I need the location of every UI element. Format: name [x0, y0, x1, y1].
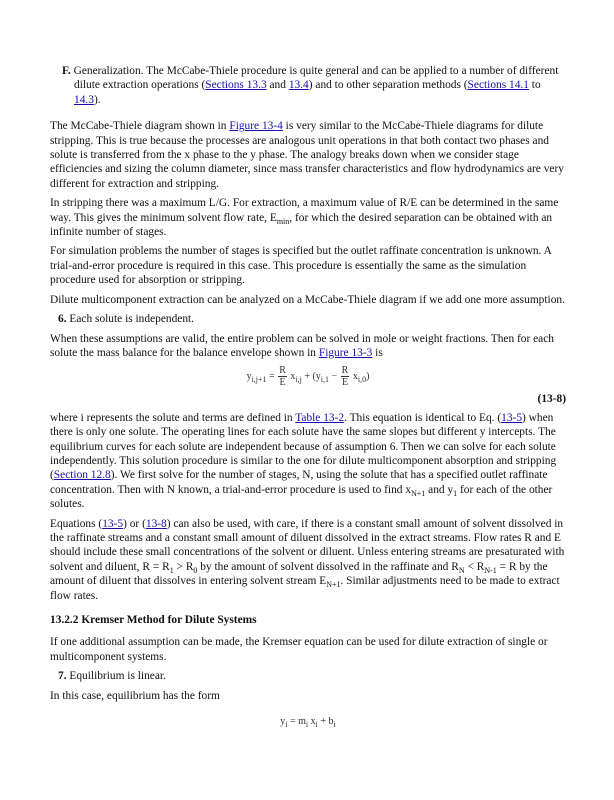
paragraph-multicomponent: Dilute multicomponent extraction can be analyzed on a McCabe-Thiele diagram if we add one more assumption. — [50, 293, 565, 306]
paragraph-equilibrium-form: In this case, equilibrium has the form — [50, 689, 220, 702]
paragraph-simulation: For simulation problems the number of stages is specified but the outlet raffinate concentration is unknown. A trial-and-error procedure is required in this case. This procedure is essentially the same as the simulation procedure used for absorption or stripping. — [50, 245, 552, 287]
link-figure-13-3[interactable]: Figure 13-3 — [318, 346, 373, 359]
paragraph-solute-terms: where i represents the solute and terms are defined in Table 13-2. This equation is identical to Eq. (13-5) when there is only one solute. The operating lines for each solute have the same slopes but different y intercepts. The equilibrium curves for each solute are independent because of assumption 6. Then we can solve for each solute independently. This solution procedure is similar to the one for dilute multicomponent absorption and stripping (Section 12.8). We first solve for the number of stages, N, using the solute that has a specified outlet raffinate concentration. Then with N known, a trial-and-error procedure is used to find $x_{N+1}$ and $y_1$ for each of the other solutes. — [50, 411, 557, 511]
link-section-12-8[interactable]: Section 12.8 — [53, 469, 111, 482]
paragraph-mccabe-diagram: The McCabe-Thiele diagram shown in Figure 13-4 is very similar to the McCabe-Thiele diagrams for dilute stripping. This is true because the processes are analogous unit operations in that both contact two phases and solute is transferred from the x phase to the y phase. The analogy breaks down when we consider stage efficiencies and sizing the column diameter, since mass transfer characteristics and flow hydrodynamics are very different for extraction and stripping. — [50, 120, 564, 190]
list-item-7: 7. Equilibrium is linear. — [58, 670, 166, 683]
equation-13-8: $y_{i,j+1}$ = $\frac{R}{E}$ $x_{i,j} + (y_{i,1}$ − $\frac{R}{E}$ $x_{i,0}$) — [246, 365, 370, 389]
paragraph-mass-balance: When these assumptions are valid, the entire problem can be solved in mole or weight fractions. Then for each solute the mass balance for the balance envelope shown in Figure 13-3 is — [50, 332, 554, 359]
list-label: 6. — [58, 313, 67, 326]
link-eq-13-5[interactable]: 13-5 — [501, 411, 523, 424]
list-item-6: 6. Each solute is independent. — [58, 313, 195, 326]
list-item-f: F. Generalization. The McCabe-Thiele procedure is quite general and can be applied to a number of different dilute extraction operations (Sections 13.3 and 13.4) and to other separation methods (Sections 14.1 to 14.3). — [62, 65, 559, 106]
document-page — [50, 64, 566, 729]
equation-number: (13-8) — [537, 393, 566, 406]
list-label: 7. — [58, 670, 67, 683]
link-section-13-4[interactable]: 13.4 — [288, 79, 309, 92]
link-eq-13-5-b[interactable]: 13-5 — [102, 517, 124, 530]
paragraph-max-ratio: In stripping there was a maximum L/G. For extraction, a maximum value of R/E can be determined in the same way. This gives the minimum solvent flow rate, $E_{min}$, for which the desired separation can be obtained with an infinite number of stages. — [50, 197, 559, 239]
paragraph-kremser: If one additional assumption can be made, the Kremser equation can be used for dilute extraction of single or multicomponent systems. — [50, 636, 548, 663]
link-section-14-3[interactable]: 14.3 — [74, 93, 94, 106]
list-label: F. — [62, 65, 71, 77]
link-sections-13-3[interactable]: Sections 13.3 — [205, 79, 267, 92]
equation-equilibrium: $y_i = m_i$ $x_i + b_i$ — [280, 716, 336, 730]
section-heading: 13.2.2 Kremser Method for Dilute Systems — [50, 614, 257, 626]
link-eq-13-8[interactable]: 13-8 — [145, 517, 167, 530]
link-sections-14-1[interactable]: Sections 14.1 — [467, 79, 529, 92]
paragraph-equations-care: Equations (13-5) or (13-8) can also be used, with care, if there is a constant small amount of solvent dissolved in the raffinate streams and a constant small amount of diluent dissolved in the extract streams. Flow rates R and E should include these small concentrations of the solvent or diluent. Unless entering streams are presaturated with solvent and diluent, $R = R_1 > R_0$ by the amount of solvent dissolved in the raffinate and $R_N < R_{N-1} = R$ by the amount of diluent that dissolves in entering solvent stream $E_{N+1}$. Similar adjustments need to be made to extract flow rates. — [50, 517, 565, 602]
link-figure-13-4[interactable]: Figure 13-4 — [229, 120, 283, 133]
link-table-13-2[interactable]: Table 13-2 — [295, 411, 345, 424]
